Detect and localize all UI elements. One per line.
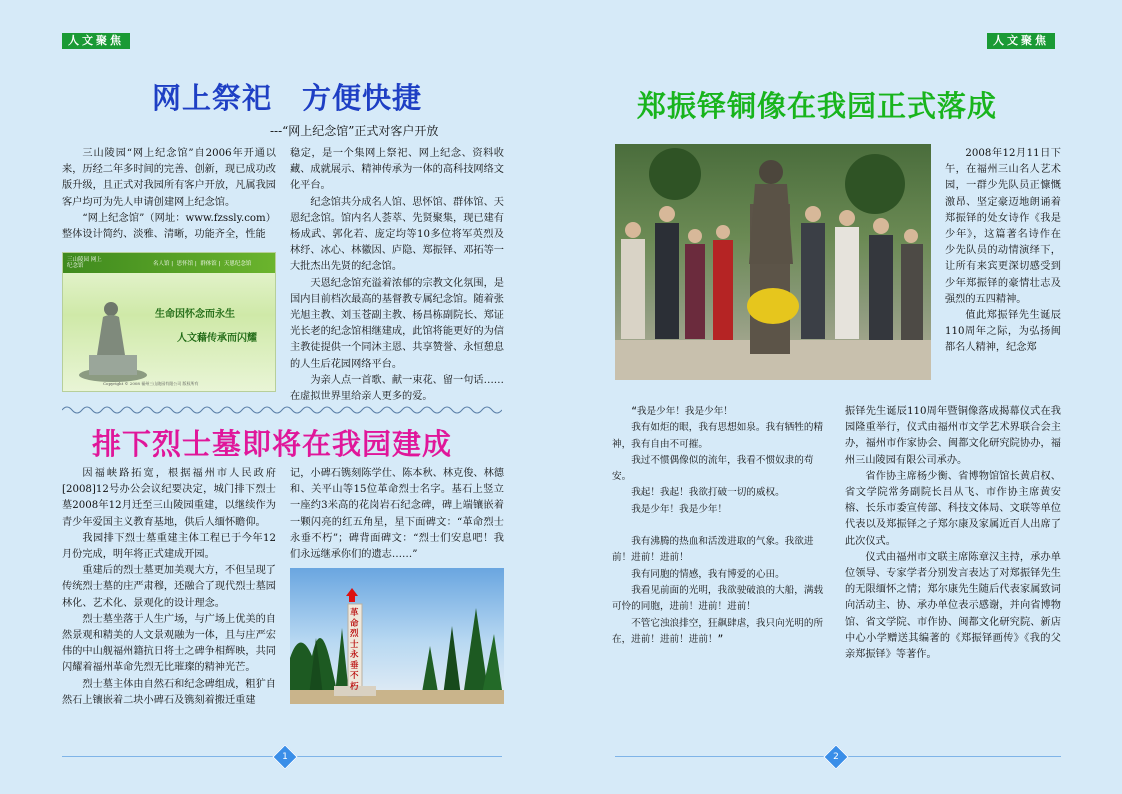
monument-inscription: 革命烈士永垂不朽	[350, 608, 359, 692]
poem-line: 不管它浊浪排空，狂飙肆虐，我只向光明的所在，进前！进前！进前！”	[612, 617, 824, 645]
poem-line: 我有沸腾的热血和活泼进取的气象。我欲进前！进前！进前！	[612, 536, 814, 564]
article2-col1-para: 烈士墓主体由自然石和纪念碑组成，粗犷自然石上镶嵌着二块小碑石及镌刻着搬迁重建	[62, 678, 276, 706]
poem-line: “我是少年！我是少年！	[631, 406, 733, 417]
article3-side-para: 2008年12月11日下午，在福州三山名人艺术园，一群少先队员正慷慨激昂、坚定豪迈地朗诵着郑振铎的处女诗作《我是少年》，这篇著名诗作在少先队员的动情演绎下，让所有来宾更深切感受到少年郑振铎的豪情壮志及强烈的五四精神。	[945, 148, 1061, 305]
section-tag-right: 人文聚焦	[987, 33, 1055, 49]
poem-line: 我看见前面的光明，我欲驶破浪的大船，满载可怜的同胞，进前！进前！进前！	[612, 584, 824, 613]
poem-line: 我有同胞的情感，我有博爱的心田。	[631, 568, 785, 580]
poem-line: 我起！我起！我欲打破一切的威权。	[631, 487, 785, 499]
crowd-graphic	[615, 144, 931, 380]
wave-divider	[62, 404, 502, 416]
memorial-website-banner	[62, 252, 276, 392]
article1-col1	[62, 146, 276, 243]
article2-col1-para: 烈士墓坐落于人生广场，与广场上优美的自然景观和精美的人文景观融为一体，且与庄严宏伟的中山舰福州籍抗日将士之碑争相辉映，共同闪耀着福州革命先烈无比璀璨的精神光芒。	[62, 613, 276, 674]
article1-col2-para: 为亲人点一首歌、献一束花、留一句话……在虚拟世界里给亲人更多的爱。	[290, 374, 504, 403]
poem-line: 我过不惯偶像似的流年，我看不惯奴隶的苟安。	[612, 454, 814, 483]
article1-col2	[290, 146, 504, 405]
article3-main-para: 振铎先生诞辰110周年暨铜像落成揭幕仪式在我园隆重举行，仪式由福州市文学艺术界联合会主办，福州市作家协会、闽都文化研究院协办，福州三山陵园有限公司承办。	[845, 406, 1061, 466]
page-number-left	[272, 744, 297, 769]
trees-graphic	[290, 568, 504, 704]
poem-line: 我有如炬的眼，我有思想如泉。我有牺牲的精神，我有自由不可摧。	[612, 422, 824, 450]
poem-block	[612, 404, 832, 648]
article1-col2-para: 稳定，是一个集网上祭祀、网上纪念、资料收藏、成就展示、精神传承为一体的高科技网络文化平台。	[290, 148, 504, 192]
article2-col1	[62, 466, 276, 709]
article1-title: 网上祭祀 方便快捷	[152, 81, 423, 115]
banner-nav-item: 名人馆	[153, 261, 170, 267]
article3-title: 郑振铎铜像在我园正式落成	[637, 89, 998, 123]
banner-nav-item: 思怀馆	[176, 261, 194, 267]
banner-footer: Copyright © 2008 福州三山陵园有限公司 版权所有	[103, 381, 199, 386]
article3-side-col	[945, 146, 1061, 357]
right-page	[561, 0, 1122, 794]
banner-nav-item: 天恩纪念馆	[223, 261, 252, 267]
page-number-text: 2	[833, 752, 839, 762]
article2-col1-para: 我园排下烈士墓重建主体工程已于今年12月份完成，明年将正式建成开园。	[62, 532, 276, 561]
article1-col1-para: “网上纪念馆”（网址：www.fzssly.com）整体设计简约、淡雅、清晰，功能齐全，性能	[62, 212, 276, 241]
monument-photo	[290, 568, 504, 704]
banner-nav: 名人馆 | 思怀馆 | 群体馆 | 天恩纪念馆	[153, 261, 252, 267]
article3-main-col	[845, 404, 1061, 663]
poem-gap	[612, 518, 832, 534]
banner-logo: 三山陵园 网上纪念馆	[67, 257, 102, 269]
article3-side-para: 值此郑振铎先生诞辰110周年之际，为弘扬闽都名人精神，纪念郑	[945, 310, 1061, 354]
article3-main-para: 仪式由福州市文联主席陈章汉主持，承办单位领导、专家学者分别发言表达了对郑振铎先生的无限缅怀之情；郑尔康先生随后代表家属致词向活动主、协、承办单位表示感谢，并向省博物馆、省文学院、市作协、闽都文化研究院、新店中心小学赠送其编著的《郑振铎画传》《我的父亲郑振铎》等著作。	[845, 551, 1061, 661]
page-number-text: 1	[282, 752, 288, 762]
poem-line: 我是少年！我是少年！	[631, 503, 728, 515]
banner-slogan-2: 人文藉传承而闪耀	[177, 333, 257, 344]
statue-graphic	[77, 293, 149, 383]
article1-col2-para: 纪念馆共分成名人馆、思怀馆、群体馆、天恩纪念馆。馆内名人荟萃、先贤聚集，现已建有杨成武、郭化若、庞定均等10多位将军英烈及林纾、冰心、林徽因、庐隐、郑振铎、邓拓等一大批杰出先贤的纪念馆。	[290, 196, 504, 273]
article1-col2-para: 天恩纪念馆充溢着浓郁的宗教文化氛围，是国内目前档次最高的基督教专属纪念馆。随着张光旭主教、刘玉苍副主教、杨昌栋副院长、郑证光长老的纪念馆相继建成，此馆将能更好的为信主教徒提供一个同沐主恩、共享赞誉、永恒憩息的人生后花园网络平台。	[290, 277, 504, 370]
article1-subtitle: ---“网上纪念馆”正式对客户开放	[270, 124, 439, 138]
banner-slogan-1: 生命因怀念而永生	[155, 309, 235, 320]
statue-unveiling-photo	[615, 144, 931, 380]
section-tag-left: 人文聚焦	[62, 33, 130, 49]
article1-col1-para: 三山陵园“网上纪念馆”自2006年开通以来，历经二年多时间的完善、创新，现已成功改版升级，且正式对我园所有客户开放，凡属我园客户均可为先人申请创建网上纪念馆。	[62, 148, 276, 208]
banner-nav-item: 群体馆	[200, 261, 217, 267]
article2-col1-para: 重建后的烈士墓更加美观大方，不但呈现了传统烈士墓的庄严肃穆，还融合了现代烈士墓园林化、艺术化、景观化的设计理念。	[62, 565, 276, 609]
article2-col1-para: 因福峡路拓宽，根据福州市人民政府[2008]12号办公会议纪要决定，城门排下烈士墓2008年12月迁至三山陵园重建，以继续作为青少年爱国主义教育基地，供后人缅怀瞻仰。	[62, 468, 276, 528]
article2-col2-para: 记，小碑石镌刻陈学仕、陈本秋、林克俊、林德和、关平山等15位革命烈士名字。基石上竖立一座约3米高的花岗岩石纪念碑，碑上端镶嵌着一颗闪亮的红五角星，星下面碑文：“革命烈士永垂不朽”；碑背面碑文：“烈士们安息吧！我们永远继承你们的遗志……”	[290, 468, 504, 561]
article2-col2	[290, 466, 504, 563]
page-number-right	[823, 744, 848, 769]
article3-main-para: 省作协主席杨少衡、省博物馆馆长黄启权、省文学院常务副院长吕从飞、市作协主席黄安榕、长乐市委宣传部、科技文体局、文联等单位代表以及郑振铎之子郑尔康及家属近百人出席了此次仪式。	[845, 470, 1061, 547]
article2-title: 排下烈士墓即将在我园建成	[92, 427, 453, 461]
